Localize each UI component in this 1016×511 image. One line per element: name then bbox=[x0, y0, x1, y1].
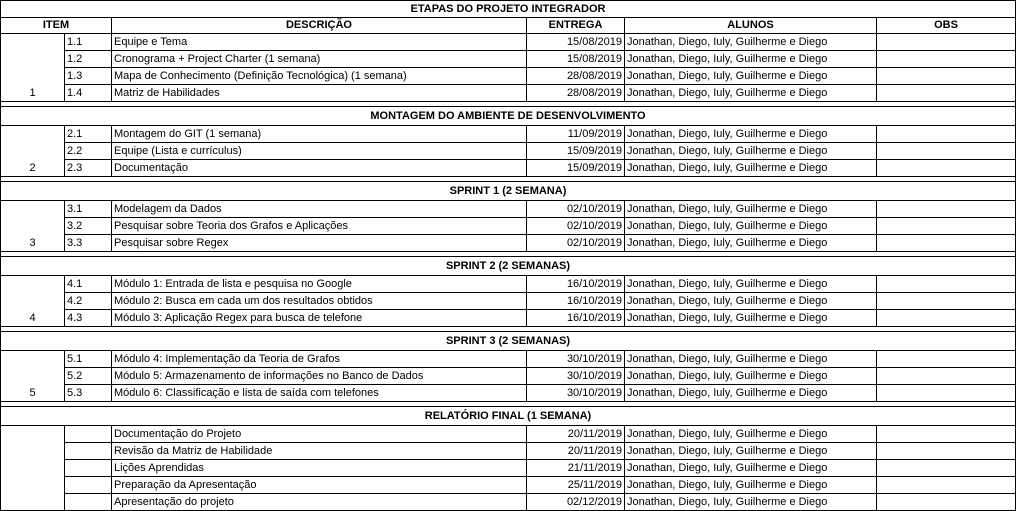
delivery-date-cell: 02/10/2019 bbox=[527, 235, 625, 252]
group-number: 4 bbox=[1, 276, 65, 327]
students-cell: Jonathan, Diego, Iuly, Guilherme e Diego bbox=[625, 143, 877, 160]
subitem-number: 4.2 bbox=[65, 293, 112, 310]
students-cell: Jonathan, Diego, Iuly, Guilherme e Diego bbox=[625, 85, 877, 102]
obs-cell bbox=[877, 351, 1016, 368]
description-cell: Módulo 1: Entrada de lista e pesquisa no Google bbox=[112, 276, 527, 293]
table-row bbox=[1, 34, 1016, 51]
table-row bbox=[1, 235, 1016, 252]
students-cell: Jonathan, Diego, Iuly, Guilherme e Diego bbox=[625, 351, 877, 368]
description-cell: Mapa de Conhecimento (Definição Tecnológica) (1 semana) bbox=[112, 68, 527, 85]
delivery-date-cell: 28/08/2019 bbox=[527, 85, 625, 102]
description-cell: Módulo 4: Implementação da Teoria de Grafos bbox=[112, 351, 527, 368]
delivery-date-cell: 16/10/2019 bbox=[527, 293, 625, 310]
obs-cell bbox=[877, 160, 1016, 177]
description-cell: Lições Aprendidas bbox=[112, 460, 527, 477]
section-header-row bbox=[1, 332, 1016, 351]
table-row bbox=[1, 143, 1016, 160]
students-cell: Jonathan, Diego, Iuly, Guilherme e Diego bbox=[625, 460, 877, 477]
description-cell: Equipe (Lista e currículus) bbox=[112, 143, 527, 160]
section-header: SPRINT 1 (2 SEMANA) bbox=[1, 182, 1016, 201]
section-header-row bbox=[1, 107, 1016, 126]
section-header: RELATÓRIO FINAL (1 SEMANA) bbox=[1, 407, 1016, 426]
section-header-row bbox=[1, 257, 1016, 276]
subitem-number: 1.1 bbox=[65, 34, 112, 51]
obs-cell bbox=[877, 51, 1016, 68]
delivery-date-cell: 21/11/2019 bbox=[527, 460, 625, 477]
description-cell: Modelagem da Dados bbox=[112, 201, 527, 218]
delivery-date-cell: 16/10/2019 bbox=[527, 276, 625, 293]
delivery-date-cell: 16/10/2019 bbox=[527, 310, 625, 327]
description-cell: Revisão da Matriz de Habilidade bbox=[112, 443, 527, 460]
group-number: 2 bbox=[1, 126, 65, 177]
students-cell: Jonathan, Diego, Iuly, Guilherme e Diego bbox=[625, 426, 877, 443]
students-cell: Jonathan, Diego, Iuly, Guilherme e Diego bbox=[625, 126, 877, 143]
column-header-alunos: ALUNOS bbox=[625, 18, 877, 34]
table-row bbox=[1, 126, 1016, 143]
table-row bbox=[1, 218, 1016, 235]
description-cell: Módulo 2: Busca em cada um dos resultados obtidos bbox=[112, 293, 527, 310]
delivery-date-cell: 11/09/2019 bbox=[527, 126, 625, 143]
delivery-date-cell: 02/12/2019 bbox=[527, 494, 625, 511]
table-row bbox=[1, 85, 1016, 102]
students-cell: Jonathan, Diego, Iuly, Guilherme e Diego bbox=[625, 160, 877, 177]
delivery-date-cell: 20/11/2019 bbox=[527, 426, 625, 443]
description-cell: Preparação da Apresentação bbox=[112, 477, 527, 494]
obs-cell bbox=[877, 201, 1016, 218]
title-row bbox=[1, 1, 1016, 18]
obs-cell bbox=[877, 443, 1016, 460]
subitem-number: 2.1 bbox=[65, 126, 112, 143]
obs-cell bbox=[877, 385, 1016, 402]
subitem-number: 1.2 bbox=[65, 51, 112, 68]
subitem-number bbox=[65, 426, 112, 443]
obs-cell bbox=[877, 85, 1016, 102]
obs-cell bbox=[877, 477, 1016, 494]
subitem-number bbox=[65, 477, 112, 494]
subitem-number: 5.2 bbox=[65, 368, 112, 385]
table-title: ETAPAS DO PROJETO INTEGRADOR bbox=[1, 1, 1016, 18]
obs-cell bbox=[877, 143, 1016, 160]
delivery-date-cell: 15/08/2019 bbox=[527, 34, 625, 51]
delivery-date-cell: 15/09/2019 bbox=[527, 143, 625, 160]
description-cell: Módulo 3: Aplicação Regex para busca de telefone bbox=[112, 310, 527, 327]
description-cell: Documentação do Projeto bbox=[112, 426, 527, 443]
subitem-number: 2.3 bbox=[65, 160, 112, 177]
table-row bbox=[1, 460, 1016, 477]
column-header-obs: OBS bbox=[877, 18, 1016, 34]
obs-cell bbox=[877, 218, 1016, 235]
subitem-number: 5.1 bbox=[65, 351, 112, 368]
group-number: 3 bbox=[1, 201, 65, 252]
subitem-number: 3.1 bbox=[65, 201, 112, 218]
table-row bbox=[1, 385, 1016, 402]
section-header: MONTAGEM DO AMBIENTE DE DESENVOLVIMENTO bbox=[1, 107, 1016, 126]
section-header: SPRINT 2 (2 SEMANAS) bbox=[1, 257, 1016, 276]
group-number: 1 bbox=[1, 34, 65, 102]
subitem-number bbox=[65, 443, 112, 460]
subitem-number: 3.2 bbox=[65, 218, 112, 235]
obs-cell bbox=[877, 235, 1016, 252]
delivery-date-cell: 30/10/2019 bbox=[527, 351, 625, 368]
obs-cell bbox=[877, 34, 1016, 51]
delivery-date-cell: 20/11/2019 bbox=[527, 443, 625, 460]
table-row bbox=[1, 494, 1016, 511]
obs-cell bbox=[877, 494, 1016, 511]
description-cell: Pesquisar sobre Teoria dos Grafos e Aplicações bbox=[112, 218, 527, 235]
delivery-date-cell: 30/10/2019 bbox=[527, 368, 625, 385]
table-row bbox=[1, 293, 1016, 310]
section-header-row bbox=[1, 407, 1016, 426]
table-row bbox=[1, 477, 1016, 494]
students-cell: Jonathan, Diego, Iuly, Guilherme e Diego bbox=[625, 310, 877, 327]
section-header: SPRINT 3 (2 SEMANAS) bbox=[1, 332, 1016, 351]
delivery-date-cell: 25/11/2019 bbox=[527, 477, 625, 494]
column-header-row bbox=[1, 18, 1016, 34]
obs-cell bbox=[877, 276, 1016, 293]
students-cell: Jonathan, Diego, Iuly, Guilherme e Diego bbox=[625, 34, 877, 51]
students-cell: Jonathan, Diego, Iuly, Guilherme e Diego bbox=[625, 477, 877, 494]
table-row bbox=[1, 351, 1016, 368]
obs-cell bbox=[877, 426, 1016, 443]
delivery-date-cell: 15/08/2019 bbox=[527, 51, 625, 68]
obs-cell bbox=[877, 460, 1016, 477]
column-header-item: ITEM bbox=[1, 18, 112, 34]
description-cell: Equipe e Tema bbox=[112, 34, 527, 51]
table-row bbox=[1, 276, 1016, 293]
students-cell: Jonathan, Diego, Iuly, Guilherme e Diego bbox=[625, 293, 877, 310]
students-cell: Jonathan, Diego, Iuly, Guilherme e Diego bbox=[625, 51, 877, 68]
students-cell: Jonathan, Diego, Iuly, Guilherme e Diego bbox=[625, 235, 877, 252]
students-cell: Jonathan, Diego, Iuly, Guilherme e Diego bbox=[625, 276, 877, 293]
subitem-number bbox=[65, 460, 112, 477]
table-row bbox=[1, 68, 1016, 85]
description-cell: Documentação bbox=[112, 160, 527, 177]
students-cell: Jonathan, Diego, Iuly, Guilherme e Diego bbox=[625, 68, 877, 85]
table-row bbox=[1, 160, 1016, 177]
students-cell: Jonathan, Diego, Iuly, Guilherme e Diego bbox=[625, 218, 877, 235]
group-number: 5 bbox=[1, 351, 65, 402]
table-row bbox=[1, 310, 1016, 327]
obs-cell bbox=[877, 68, 1016, 85]
students-cell: Jonathan, Diego, Iuly, Guilherme e Diego bbox=[625, 368, 877, 385]
obs-cell bbox=[877, 126, 1016, 143]
table-row bbox=[1, 443, 1016, 460]
group-number bbox=[1, 426, 65, 511]
table-row bbox=[1, 201, 1016, 218]
delivery-date-cell: 02/10/2019 bbox=[527, 201, 625, 218]
subitem-number: 4.1 bbox=[65, 276, 112, 293]
table-row bbox=[1, 426, 1016, 443]
column-header-entrega: ENTREGA bbox=[527, 18, 625, 34]
obs-cell bbox=[877, 368, 1016, 385]
column-header-descricao: DESCRIÇÃO bbox=[112, 18, 527, 34]
delivery-date-cell: 30/10/2019 bbox=[527, 385, 625, 402]
table-row bbox=[1, 368, 1016, 385]
students-cell: Jonathan, Diego, Iuly, Guilherme e Diego bbox=[625, 494, 877, 511]
students-cell: Jonathan, Diego, Iuly, Guilherme e Diego bbox=[625, 443, 877, 460]
delivery-date-cell: 02/10/2019 bbox=[527, 218, 625, 235]
description-cell: Pesquisar sobre Regex bbox=[112, 235, 527, 252]
description-cell: Módulo 6: Classificação e lista de saída com telefones bbox=[112, 385, 527, 402]
description-cell: Matriz de Habilidades bbox=[112, 85, 527, 102]
subitem-number: 4.3 bbox=[65, 310, 112, 327]
delivery-date-cell: 28/08/2019 bbox=[527, 68, 625, 85]
students-cell: Jonathan, Diego, Iuly, Guilherme e Diego bbox=[625, 385, 877, 402]
description-cell: Módulo 5: Armazenamento de informações no Banco de Dados bbox=[112, 368, 527, 385]
description-cell: Apresentação do projeto bbox=[112, 494, 527, 511]
subitem-number: 1.4 bbox=[65, 85, 112, 102]
delivery-date-cell: 15/09/2019 bbox=[527, 160, 625, 177]
table-row bbox=[1, 51, 1016, 68]
obs-cell bbox=[877, 310, 1016, 327]
subitem-number bbox=[65, 494, 112, 511]
subitem-number: 5.3 bbox=[65, 385, 112, 402]
description-cell: Cronograma + Project Charter (1 semana) bbox=[112, 51, 527, 68]
description-cell: Montagem do GIT (1 semana) bbox=[112, 126, 527, 143]
obs-cell bbox=[877, 293, 1016, 310]
section-header-row bbox=[1, 182, 1016, 201]
subitem-number: 1.3 bbox=[65, 68, 112, 85]
subitem-number: 3.3 bbox=[65, 235, 112, 252]
subitem-number: 2.2 bbox=[65, 143, 112, 160]
students-cell: Jonathan, Diego, Iuly, Guilherme e Diego bbox=[625, 201, 877, 218]
